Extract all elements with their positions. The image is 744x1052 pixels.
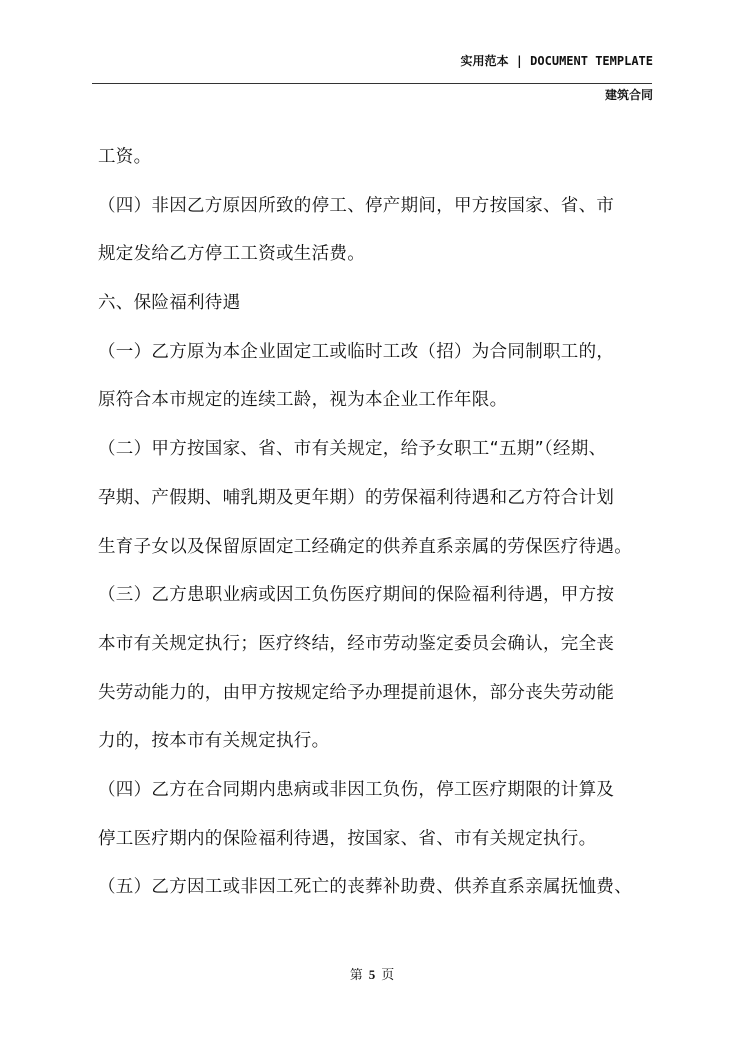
text-line: 生育子女以及保留原固定工经确定的供养直系亲属的劳保医疗待遇。 xyxy=(98,536,632,557)
text-line: 原符合本市规定的连续工龄，视为本企业工作年限。 xyxy=(98,390,508,411)
text-line: 力的，按本市有关规定执行。 xyxy=(98,731,330,752)
document-body xyxy=(98,139,658,918)
text-line: 本市有关规定执行；医疗终结，经市劳动鉴定委员会确认，完全丧 xyxy=(98,633,615,654)
text-line: 工资。 xyxy=(98,147,152,167)
text-line: （三）乙方患职业病或因工负伤医疗期间的保险福利待遇，甲方按 xyxy=(98,585,615,606)
text-line: （二）甲方按国家、省、市有关规定，给予女职工“五期”（经期、 xyxy=(98,439,607,460)
header-document-type: 建筑合同 xyxy=(604,88,653,102)
text-line: （五）乙方因工或非因工死亡的丧葬补助费、供养直系亲属抚恤费、 xyxy=(98,877,632,898)
text-line: 孕期、产假期、哺乳期及更年期）的劳保福利待遇和乙方符合计划 xyxy=(98,487,615,508)
header-template-label: 实用范本 | DOCUMENT TEMPLATE xyxy=(460,54,653,68)
page-prefix: 第 xyxy=(349,968,363,983)
text-line: 停工医疗期内的保险福利待遇，按国家、省、市有关规定执行。 xyxy=(98,828,597,849)
text-line: （四）乙方在合同期内患病或非因工负伤，停工医疗期限的计算及 xyxy=(98,779,615,800)
text-line: （四）非因乙方原因所致的停工、停产期间，甲方按国家、省、市 xyxy=(98,195,615,216)
page-number: 5 xyxy=(368,967,376,982)
text-line: （一）乙方原为本企业固定工或临时工改（招）为合同制职工的， xyxy=(98,341,615,362)
text-line: 规定发给乙方停工工资或生活费。 xyxy=(98,244,365,265)
header-divider xyxy=(92,83,652,84)
text-line: 失劳动能力的，由甲方按规定给予办理提前退休，部分丧失劳动能 xyxy=(98,682,615,703)
page-suffix: 页 xyxy=(381,968,395,983)
page-footer xyxy=(0,964,744,983)
section-heading: 六、保险福利待遇 xyxy=(98,293,241,314)
